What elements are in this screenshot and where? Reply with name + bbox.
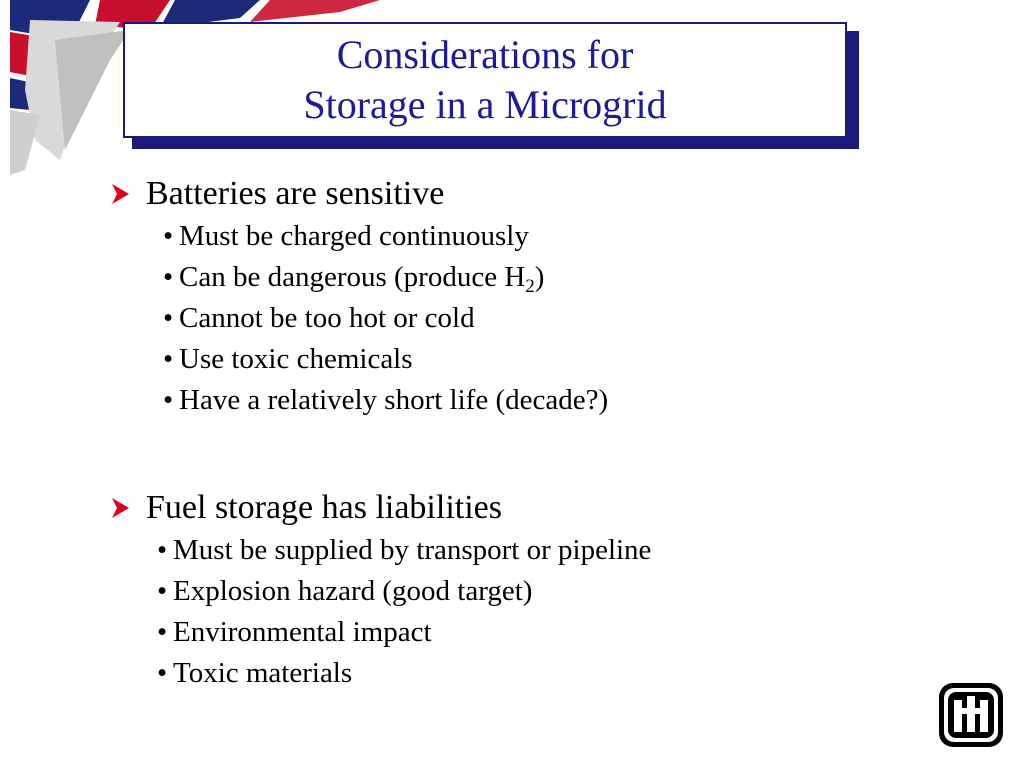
section-batteries — [0, 174, 900, 421]
bullet: • — [163, 302, 174, 334]
bullet: • — [163, 220, 174, 252]
bullet: • — [157, 575, 168, 607]
sub-list — [0, 530, 900, 694]
bullet: • — [163, 343, 174, 375]
sub-list — [0, 216, 900, 421]
bullet: • — [157, 534, 168, 566]
slide-title-line-2: Storage in a Microgrid — [303, 82, 667, 127]
section-heading: Batteries are sensitive — [146, 175, 445, 212]
slide-title-line-1: Considerations for — [336, 32, 634, 77]
list-item: • Must be supplied by transport or pipeline — [157, 530, 900, 571]
subscript: 2 — [525, 276, 535, 297]
bullet: • — [163, 384, 174, 416]
section-fuel-storage — [0, 488, 900, 694]
list-item: • Environmental impact — [157, 612, 900, 653]
title-frame — [123, 22, 847, 138]
bullet: • — [163, 261, 174, 293]
list-item: • Toxic materials — [157, 653, 900, 694]
red-arrow-icon — [110, 183, 130, 205]
section-heading-row — [0, 488, 900, 528]
list-item: • Must be charged continuously — [163, 216, 900, 257]
sandia-logo-icon — [938, 682, 1004, 748]
bullet: • — [157, 616, 168, 648]
section-heading: Fuel storage has liabilities — [146, 489, 502, 526]
list-item: • Cannot be too hot or cold — [163, 298, 900, 339]
list-item: • Have a relatively short life (decade?) — [163, 380, 900, 421]
list-item: • Use toxic chemicals — [163, 339, 900, 380]
bullet: • — [157, 657, 168, 689]
red-arrow-icon — [110, 497, 130, 519]
list-item: • Can be dangerous (produce $H_2$) — [163, 257, 900, 298]
list-item: • Explosion hazard (good target) — [157, 571, 900, 612]
section-heading-row — [0, 174, 900, 214]
